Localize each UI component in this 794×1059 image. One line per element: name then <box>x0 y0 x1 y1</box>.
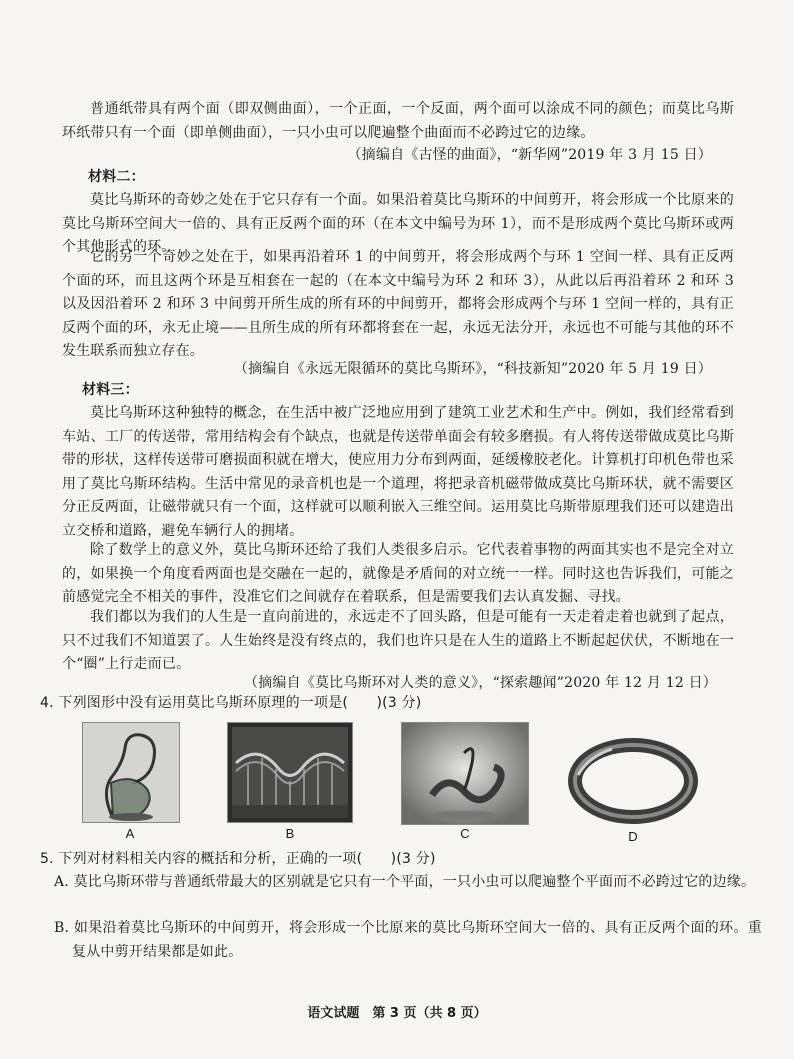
question-5-option-a: A. 莫比乌斯环带与普通纸带最大的区别就是它只有一个平面，一只小虫可以爬遍整个平面而不必跨过它的边缘。 <box>54 874 756 890</box>
source-citation-3: （摘编自《莫比乌斯环对人类的意义》，“探索趣闻”2020 年 12 月 12 日） <box>243 675 717 691</box>
option-a-label: A <box>125 826 135 841</box>
option-b-image <box>227 722 353 823</box>
option-a-image <box>82 722 180 823</box>
question-4: 4. 下列图形中没有运用莫比乌斯环原理的一项是( )(3 分) <box>40 695 422 711</box>
material-2-title: 材料二： <box>88 169 145 185</box>
question-5-option-b: B. 如果沿着莫比乌斯环的中间剪开，将会形成一个比原来的莫比乌斯环空间大一倍的、具有正反两个面的环。重复从中剪开结果都是如此。 <box>54 920 762 960</box>
option-b-label: B <box>285 826 295 841</box>
material-3-paragraph-3: 我们都以为我们的人生是一直向前进的，永远走不了回头路，但是可能有一天走着走着也就到了起点，只不过我们不知道罢了。人生始终是没有终点的，我们也许只是在人生的道路上不断起起伏伏，不断地在一个“圈”上行走而已。 <box>62 609 734 672</box>
option-d-label: D <box>628 829 638 844</box>
source-citation-1: （摘编自《古怪的曲面》，“新华网”2019 年 3 月 15 日） <box>347 147 712 163</box>
question-5: 5. 下列对材料相关内容的概括和分析，正确的一项( )(3 分) <box>40 851 436 867</box>
option-d-image <box>568 735 698 827</box>
material-3-paragraph-1: 莫比乌斯环这种独特的概念，在生活中被广泛地应用到了建筑工业艺术和生产中。例如，我们经常看到车站、工厂的传送带，常用结构会有个缺点，也就是传送带单面会有较多磨损。有人将传送带做成莫比乌斯带的形状，这样传送带可磨损面积就在增大，使应用力分布到两面，延缓橡胶老化。计算机打印机色带也采用了莫比乌斯环结构。生活中常见的录音机也是一个道理，将把录音机磁带做成莫比乌斯环状，就不需要区分正反两面，让磁带就只有一个面，这样就可以顺利嵌入三维空间。运用莫比乌斯带原理我们还可以建造出立交桥和道路，避免车辆行人的拥堵。 <box>62 405 734 539</box>
material-3-paragraph-2: 除了数学上的意义外，莫比乌斯环还给了我们人类很多启示。它代表着事物的两面其实也不是完全对立的，如果换一个角度看两面也是交融在一起的，就像是矛盾间的对立统一一样。同时这也告诉我们，可能之前感觉完全不相关的事件，没准它们之间就存在着联系，但是需要我们去认真发掘、寻找。 <box>62 542 734 605</box>
material-2-paragraph-2: 它的另一个奇妙之处在于，如果再沿着环 1 的中间剪开，将会形成两个与环 1 空间一样、具有正反两个面的环，而且这两个环是互相套在一起的（在本文中编号为环 2 和环 3），从此以后再沿着环 2 和环 3 以及因沿着环 2 和环 3 中间剪开所生成的所有环的中间剪开，都将会形成两个与环 1 空间一样的，具有正反两个面的环，永无止境——且所生成的所有环都将套在一起，永远无法分开，永远也不可能与其他的环不发生联系而独立存在。 <box>62 249 734 359</box>
source-citation-2: （摘编自《永远无限循环的莫比乌斯环》，“科技新知”2020 年 5 月 19 日） <box>233 361 712 377</box>
page-footer: 语文试题 第 3 页（共 8 页） <box>307 1006 487 1021</box>
option-c-image <box>401 722 529 825</box>
option-c-label: C <box>460 826 470 841</box>
intro-paragraph: 普通纸带具有两个面（即双侧曲面），一个正面，一个反面，两个面可以涂成不同的颜色；而莫比乌斯环纸带只有一个面（即单侧曲面），一只小虫可以爬遍整个曲面而不必跨过它的边缘。 <box>62 101 734 141</box>
material-2-paragraph-1: 莫比乌斯环的奇妙之处在于它只存有一个面。如果沿着莫比乌斯环的中间剪开，将会形成一个比原来的莫比乌斯环空间大一倍的、具有正反两个面的环（在本文中编号为环 1），而不是形成两个莫比乌斯环或两个其他形式的环。 <box>62 192 734 255</box>
material-3-title: 材料三： <box>82 382 139 398</box>
